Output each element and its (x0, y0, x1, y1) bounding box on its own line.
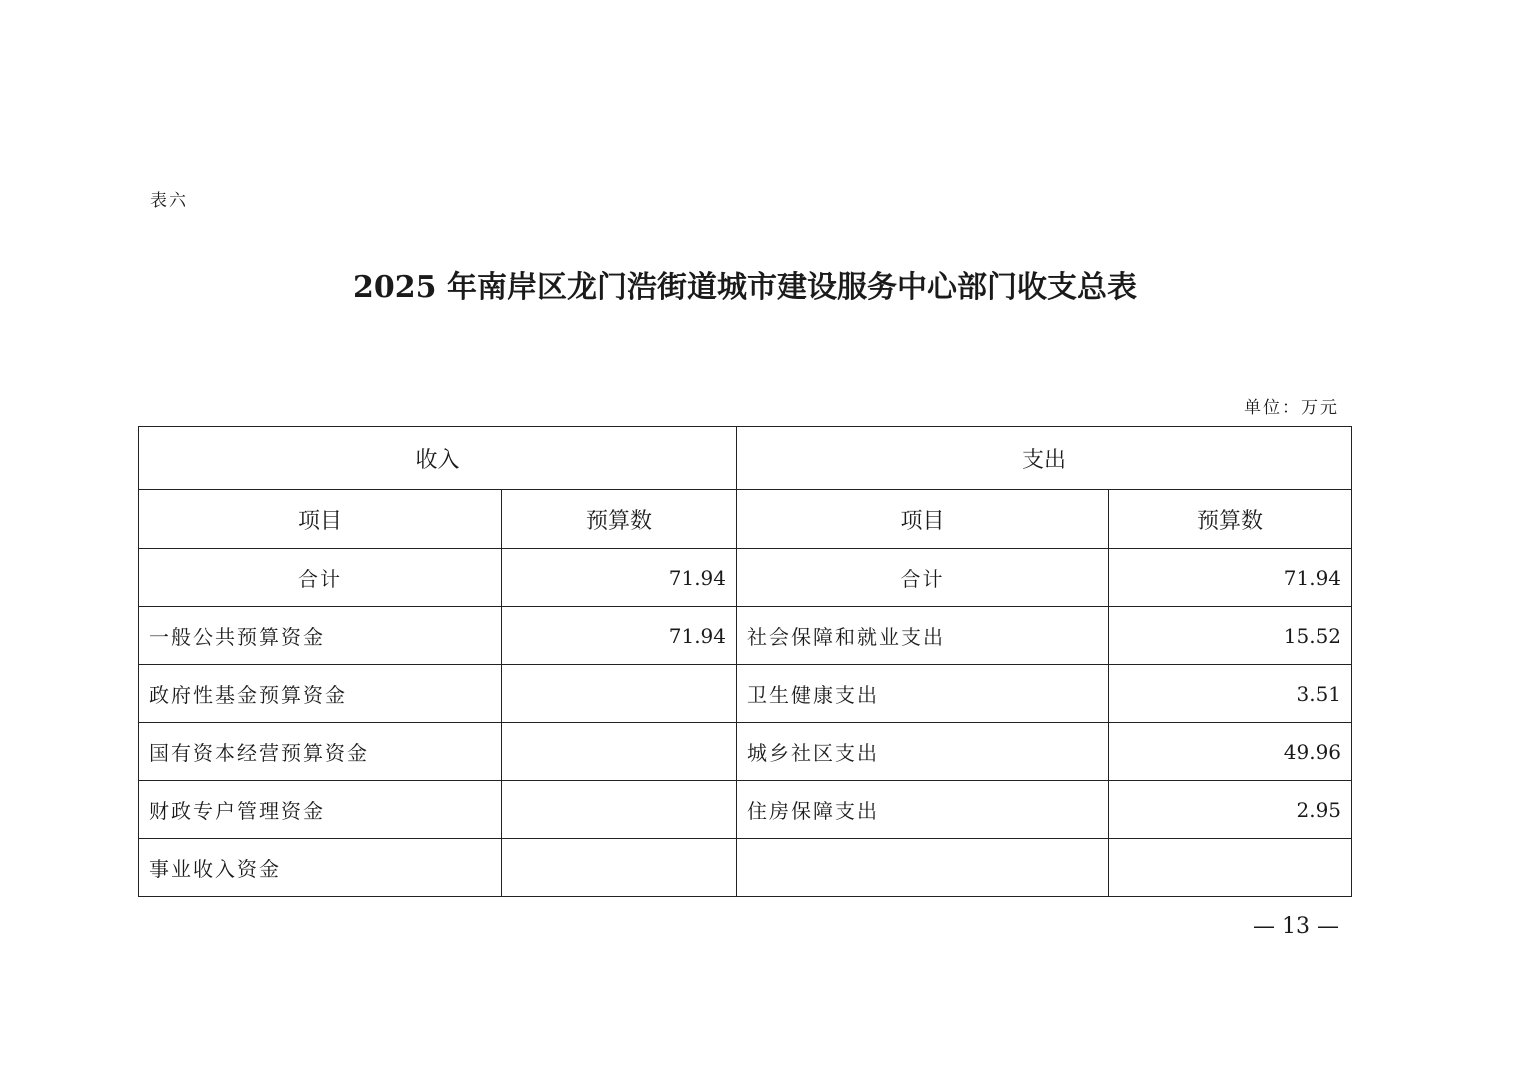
table-row (139, 665, 1352, 723)
expense-amount-cell: 15.52 (1109, 607, 1352, 665)
income-amount-header: 预算数 (502, 490, 737, 549)
table-row (139, 781, 1352, 839)
income-item-cell: 财政专户管理资金 (139, 781, 502, 839)
table-row-total (139, 549, 1352, 607)
income-amount-cell: 71.94 (502, 607, 737, 665)
expense-amount-cell: 3.51 (1109, 665, 1352, 723)
table-row (139, 607, 1352, 665)
expense-item-cell: 合计 (737, 549, 1109, 607)
page-title: 2025 年南岸区龙门浩街道城市建设服务中心部门收支总表 (353, 270, 1137, 305)
table-label: 表六 (150, 191, 188, 211)
column-header-row (139, 490, 1352, 549)
income-item-cell: 政府性基金预算资金 (139, 665, 502, 723)
table-row (139, 723, 1352, 781)
expense-item-cell: 城乡社区支出 (737, 723, 1109, 781)
page-number: — 13 — (1253, 914, 1339, 939)
income-amount-cell: 71.94 (502, 549, 737, 607)
income-amount-cell (502, 839, 737, 897)
expense-amount-cell: 49.96 (1109, 723, 1352, 781)
income-item-cell: 一般公共预算资金 (139, 607, 502, 665)
income-item-cell: 合计 (139, 549, 502, 607)
expense-amount-cell: 71.94 (1109, 549, 1352, 607)
expense-item-cell: 卫生健康支出 (737, 665, 1109, 723)
expense-amount-cell: 2.95 (1109, 781, 1352, 839)
section-header-row (139, 427, 1352, 490)
income-item-header: 项目 (139, 490, 502, 549)
income-amount-cell (502, 723, 737, 781)
expense-section-header: 支出 (737, 427, 1352, 490)
expense-amount-header: 预算数 (1109, 490, 1352, 549)
income-item-cell: 国有资本经营预算资金 (139, 723, 502, 781)
expense-amount-cell (1109, 839, 1352, 897)
unit-label: 单位：万元 (1244, 398, 1339, 418)
income-amount-cell (502, 665, 737, 723)
income-section-header: 收入 (139, 427, 737, 490)
expense-item-cell: 住房保障支出 (737, 781, 1109, 839)
expense-item-cell: 社会保障和就业支出 (737, 607, 1109, 665)
income-item-cell: 事业收入资金 (139, 839, 502, 897)
expense-item-header: 项目 (737, 490, 1109, 549)
income-amount-cell (502, 781, 737, 839)
budget-table (138, 426, 1352, 897)
expense-item-cell (737, 839, 1109, 897)
table-row (139, 839, 1352, 897)
